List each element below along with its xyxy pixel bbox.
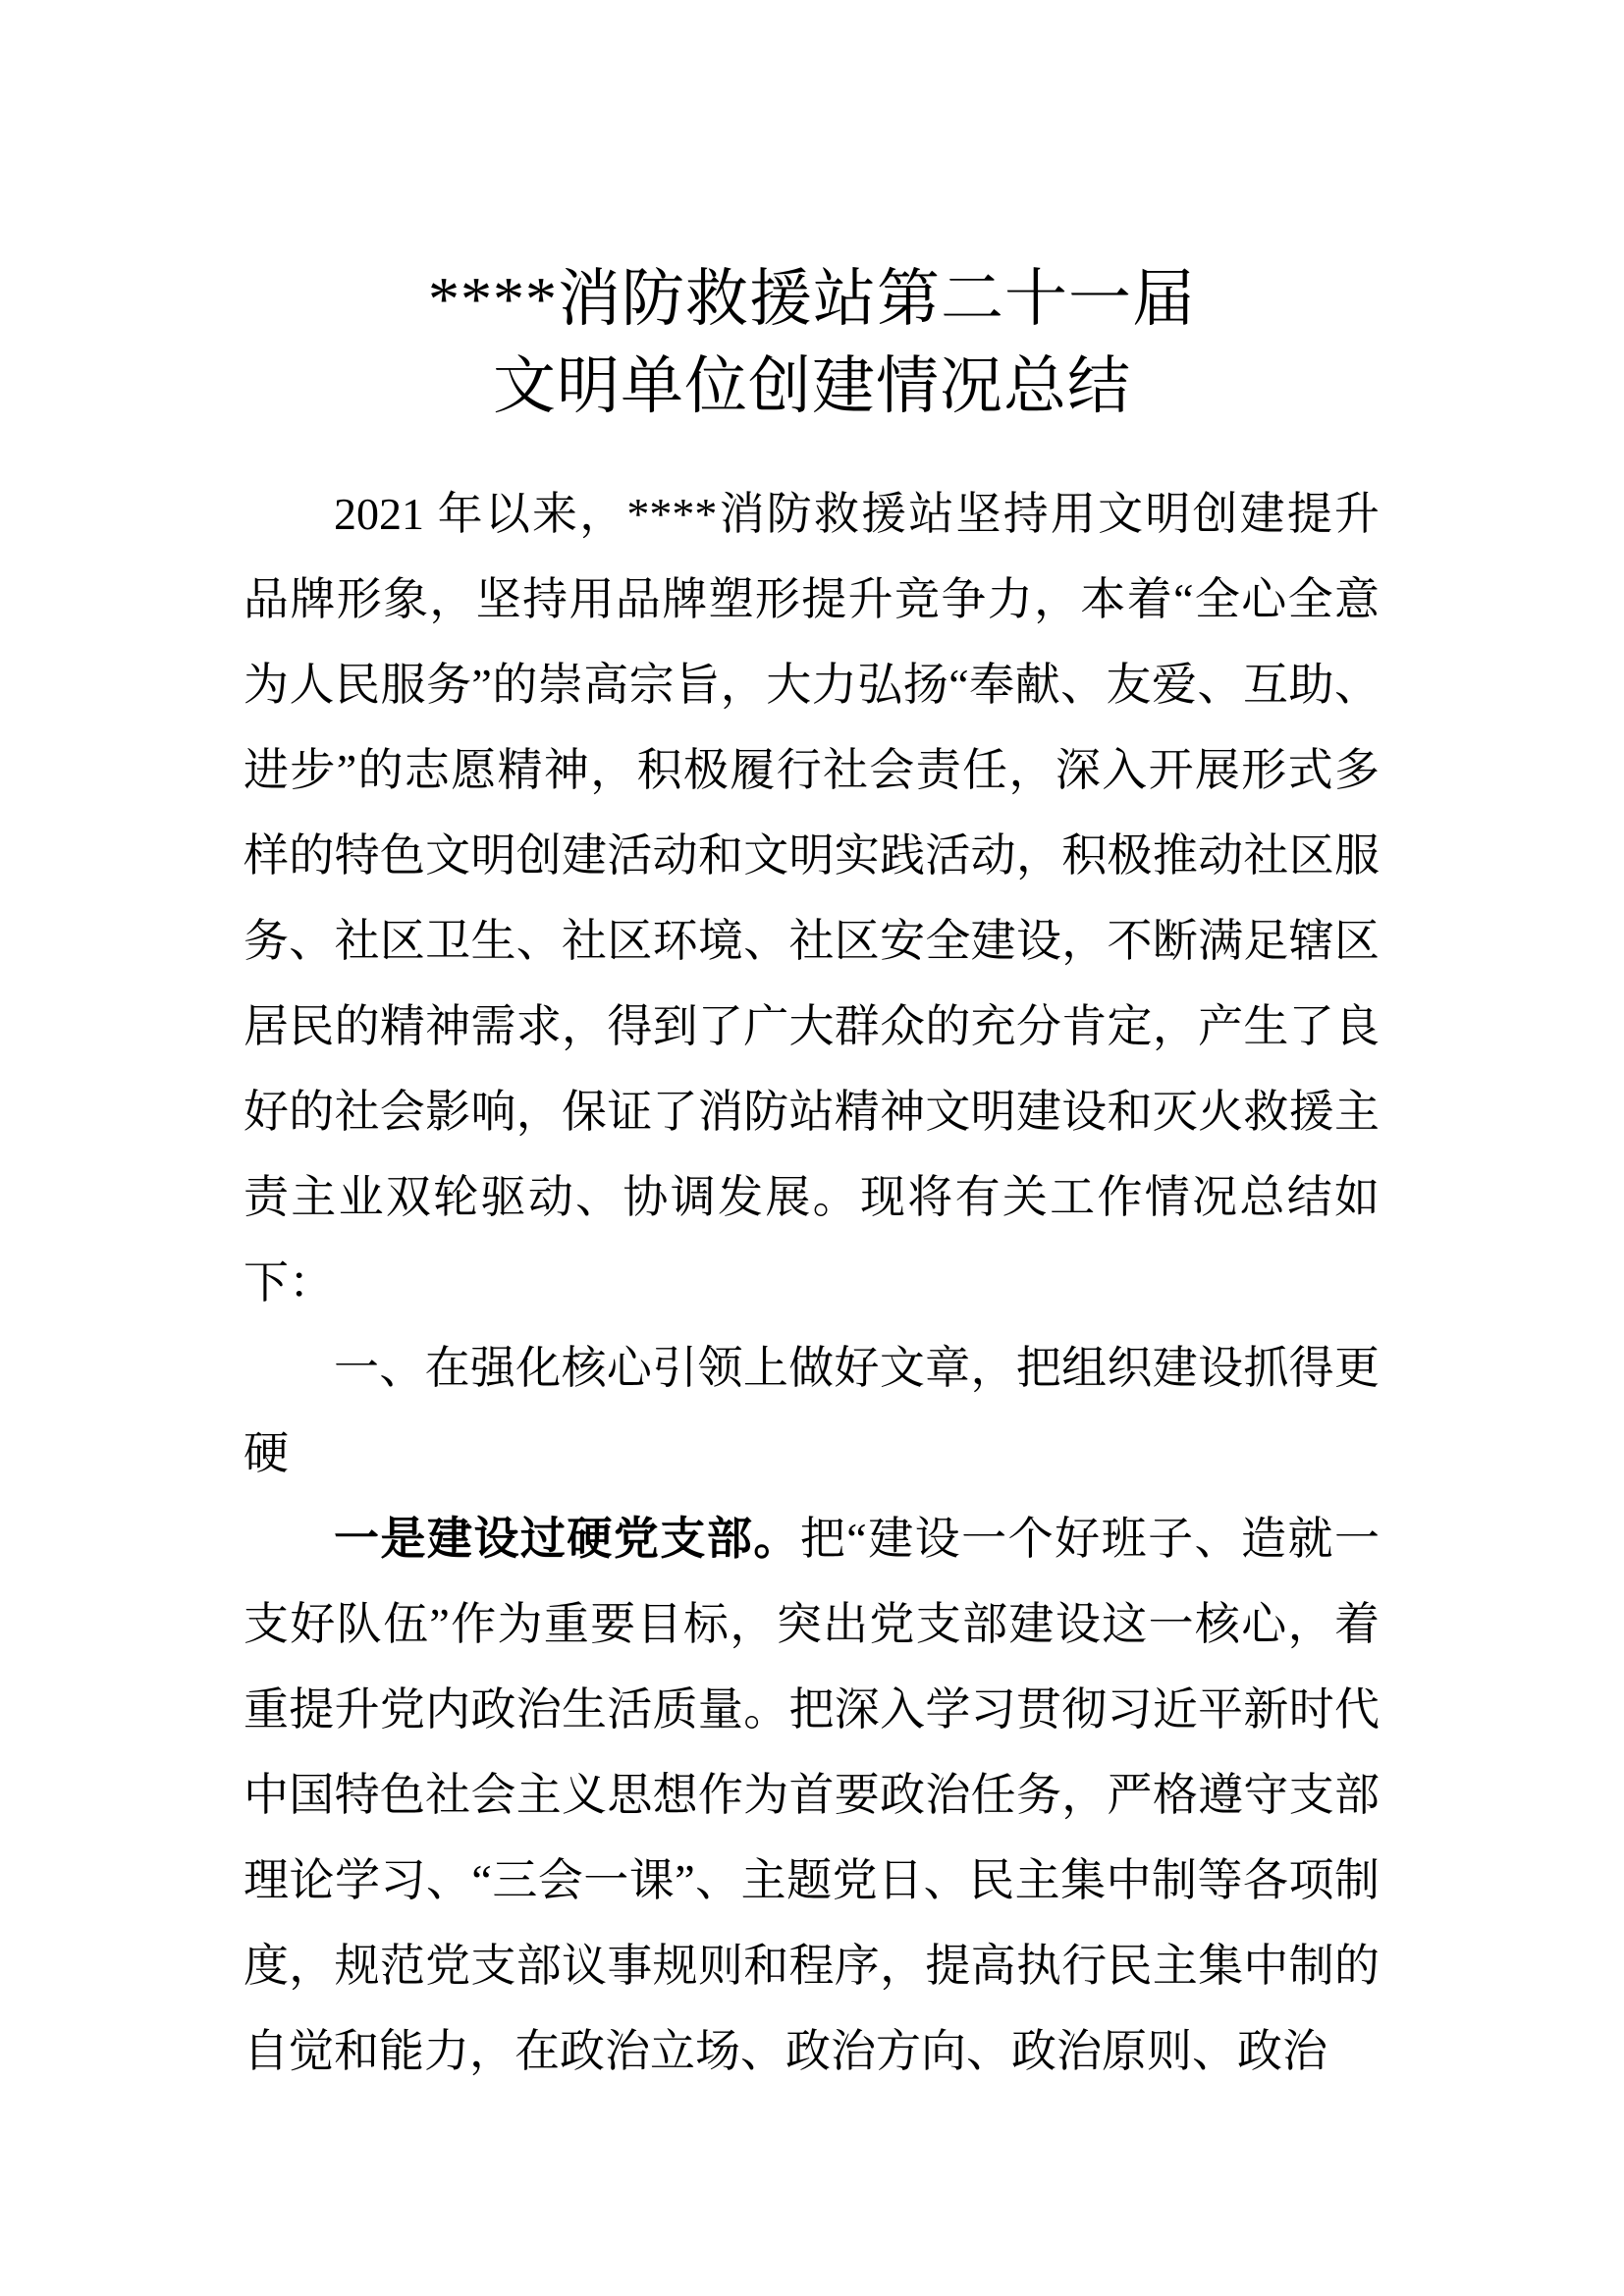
paragraph-section1-heading-text: 一、在强化核心引领上做好文章，把组织建设抓得更硬 <box>244 1343 1380 1478</box>
document-title <box>0 255 1624 430</box>
paragraph-section1 <box>244 1496 1380 2094</box>
paragraph-section1-lead: 一是建设过硬党支部。 <box>334 1514 800 1564</box>
paragraph-section1-text: 把“建设一个好班子、造就一支好队伍”作为重要目标，突出党支部建设这一核心，着重提升党内政治生活质量。把深入学习贯彻习近平新时代中国特色社会主义思想作为首要政治任务，严格遵守支部理论学习、“三会一课”、主题党日、民主集中制等各项制度，规范党支部议事规则和程序，提高执行民主集中制的自觉和能力，在政治立场、政治方向、政治原则、政治 <box>244 1514 1380 2076</box>
paragraph-intro-text: 2021 年以来，****消防救援站坚持用文明创建提升品牌形象，坚持用品牌塑形提升竞争力，本着“全心全意为人民服务”的崇高宗旨，大力弘扬“奉献、友爱、互助、进步”的志愿精神，积极履行社会责任，深入开展形式多样的特色文明创建活动和文明实践活动，积极推动社区服务、社区卫生、社区环境、社区安全建设，不断满足辖区居民的精神需求，得到了广大群众的充分肯定，产生了良好的社会影响，保证了消防站精神文明建设和灭火救援主责主业双轮驱动、协调发展。现将有关工作情况总结如下： <box>244 489 1380 1308</box>
document-body <box>244 471 1380 2094</box>
document-title-line-1: ****消防救援站第二十一届 <box>428 263 1196 334</box>
paragraph-intro <box>244 471 1380 1325</box>
paragraph-section1-heading <box>244 1325 1380 1496</box>
document-title-line-2: 文明单位创建情况总结 <box>493 350 1131 421</box>
